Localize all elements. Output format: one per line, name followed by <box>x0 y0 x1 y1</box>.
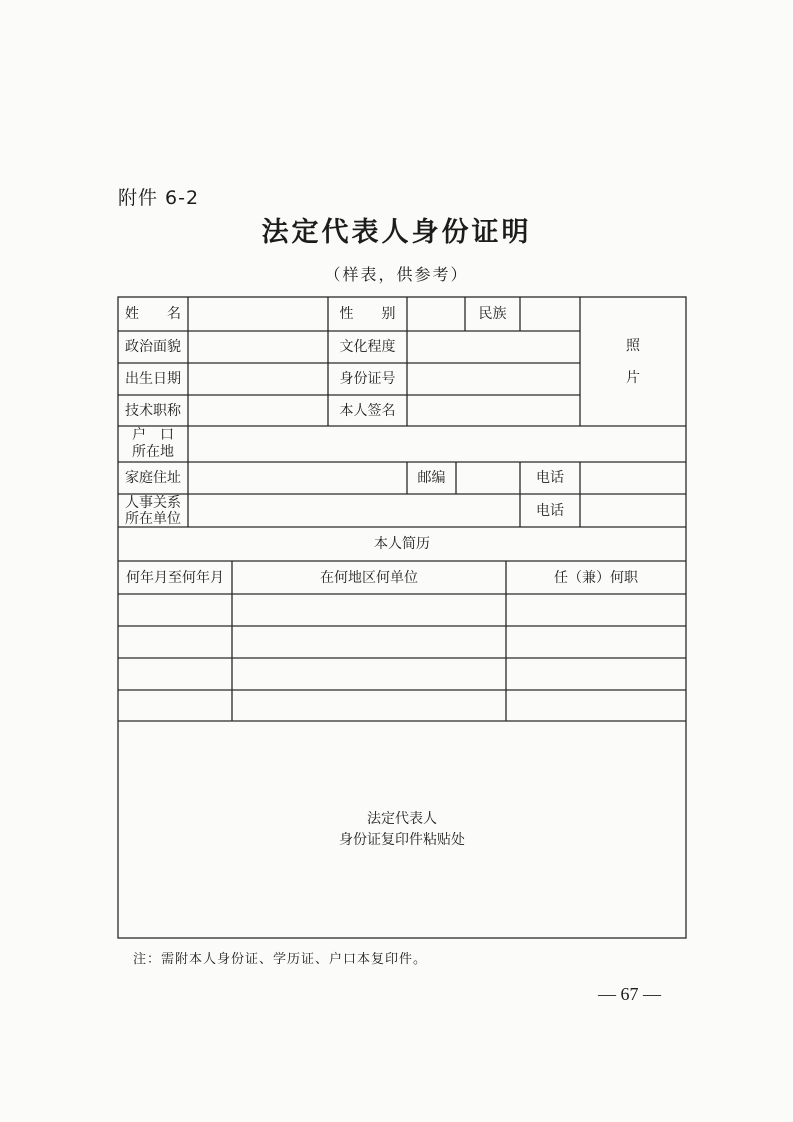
resume-row[interactable] <box>118 658 686 690</box>
postcode-label: 邮编 <box>417 470 446 486</box>
id-copy-label-line1: 法定代表人 <box>367 810 437 827</box>
hukou-label <box>118 426 188 462</box>
phone-field-work[interactable] <box>580 494 686 527</box>
signature-field[interactable] <box>407 395 580 426</box>
birth-field[interactable] <box>188 363 328 395</box>
education-field[interactable] <box>407 331 580 363</box>
name-label: 姓 名 <box>125 306 181 322</box>
political-label: 政治面貌 <box>125 339 181 355</box>
gender-label: 性 别 <box>339 306 396 322</box>
attachment-label: 附件 6-2 <box>118 187 200 209</box>
col-position-header: 任（兼）何职 <box>554 569 638 586</box>
page-title: 法定代表人身份证明 <box>261 217 532 248</box>
hukou-field[interactable] <box>188 426 686 462</box>
title-label: 技术职称 <box>125 402 181 419</box>
hukou-label-line2: 所在地 <box>132 444 174 460</box>
photo-label-bottom: 片 <box>626 369 640 386</box>
resume-header: 本人简历 <box>374 536 430 552</box>
page-subtitle: （样表，供参考） <box>324 265 469 284</box>
id-copy-label-line2: 身份证复印件粘贴处 <box>339 831 465 848</box>
signature-label: 本人签名 <box>339 402 396 419</box>
resume-row[interactable] <box>118 594 686 626</box>
id-copy-area <box>118 721 686 938</box>
resume-row[interactable] <box>118 626 686 658</box>
photo-area[interactable] <box>580 297 686 426</box>
photo-label-top: 照 <box>626 337 640 354</box>
footnote: 注：需附本人身份证、学历证、户口本复印件。 <box>133 952 428 967</box>
hr-unit-label-line1: 人事关系 <box>125 494 181 511</box>
address-label: 家庭住址 <box>125 470 181 486</box>
hr-unit-field[interactable] <box>188 494 520 527</box>
political-field[interactable] <box>188 331 328 363</box>
hr-unit-label-line2: 所在单位 <box>125 510 181 527</box>
resume-row[interactable] <box>118 690 686 721</box>
phone-label-work: 电话 <box>536 502 564 519</box>
address-field[interactable] <box>188 462 407 494</box>
hr-unit-label <box>118 494 188 527</box>
postcode-field[interactable] <box>456 462 520 494</box>
ethnicity-field[interactable] <box>520 297 580 331</box>
hukou-label-line1: 户 口 <box>132 427 174 443</box>
ethnicity-label: 民族 <box>478 306 507 322</box>
education-label: 文化程度 <box>339 339 396 355</box>
title-field[interactable] <box>188 395 328 426</box>
name-field[interactable] <box>188 297 328 331</box>
phone-field-home[interactable] <box>580 462 686 494</box>
id-label: 身份证号 <box>339 371 396 387</box>
gender-field[interactable] <box>407 297 465 331</box>
col-period-header: 何年月至何年月 <box>126 569 224 586</box>
id-field[interactable] <box>407 363 580 395</box>
birth-label: 出生日期 <box>125 371 181 387</box>
phone-label-home: 电话 <box>536 470 564 486</box>
col-unit-header: 在何地区何单位 <box>320 569 418 586</box>
page-number: — 67 — <box>598 984 661 1004</box>
